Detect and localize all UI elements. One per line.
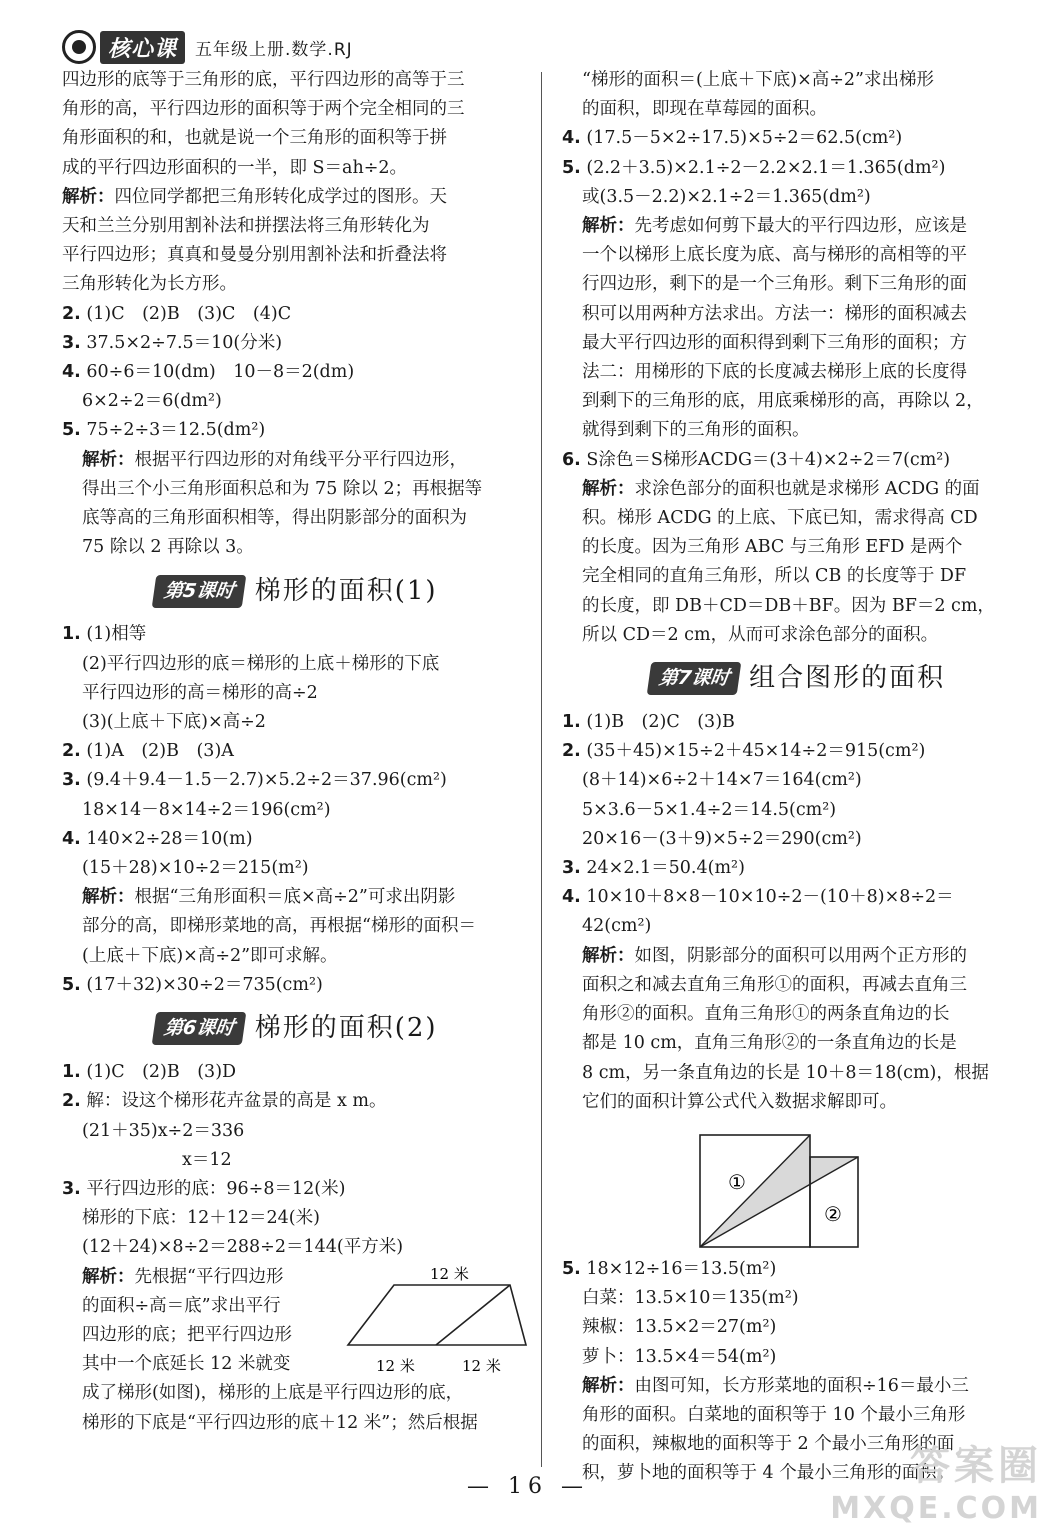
question-number: 4. — [562, 128, 581, 149]
answer-line: (12＋24)×8÷2＝288÷2＝144(平方米) — [82, 1237, 404, 1258]
brand-title: 核心课 — [100, 31, 185, 64]
lesson-badge: 第5课时 — [152, 575, 247, 608]
question-number: 6. — [562, 449, 581, 470]
analysis-line: 积。梯形 ACDG 的上底、下底已知，需求得高 CD — [582, 508, 978, 529]
answer-text: 解：设这个梯形花卉盆景的高是 x m。 — [86, 1091, 387, 1112]
shaded-region — [700, 1135, 858, 1247]
analysis-line: 积可以用两种方法求出。方法一：梯形的面积减去 — [582, 303, 967, 324]
intro-line: 四边形的底等于三角形的底，平行四边形的高等于三 — [62, 70, 465, 90]
answer-text: 37.5×2÷7.5＝10(分米) — [86, 332, 283, 353]
answer-text: (17＋32)×30÷2＝735(cm²) — [86, 974, 323, 995]
answer-q3 — [62, 766, 530, 795]
analysis-text: 先考虑如何剪下最大的平行四边形，应该是 — [634, 216, 967, 237]
question-number: 2. — [62, 741, 81, 762]
question-number: 5. — [562, 157, 581, 178]
section-heading-lesson6 — [62, 1000, 530, 1058]
answer-q4 — [62, 825, 530, 854]
answer-line: 18×14－8×14÷2＝196(cm²) — [82, 799, 331, 820]
question-number: 3. — [62, 1178, 81, 1199]
question-number: 3. — [562, 858, 581, 879]
analysis-line: 得出三个小三角形面积总和为 75 除以 2；再根据等 — [82, 478, 483, 499]
analysis-line: 的面积，辣椒地的面积等于 2 个最小三角形的面 — [582, 1434, 955, 1455]
answer-line: 20×16－(3＋9)×5÷2＝290(cm²) — [582, 828, 862, 849]
analysis-line: 的面积，即现在草莓园的面积。 — [582, 99, 827, 120]
trapezoid-divider-line — [436, 1285, 510, 1345]
analysis-line: 最大平行四边形的面积得到剩下三角形的面积；方 — [582, 332, 967, 353]
analysis-line: 的面积÷高＝底”求出平行 — [82, 1295, 281, 1316]
analysis-line: 完全相同的直角三角形，所以 CB 的长度等于 DF — [582, 566, 967, 587]
answer-line: 萝卜：13.5×4＝54(m²) — [582, 1346, 777, 1367]
intro-line: 成的平行四边形面积的一半，即 S＝ah÷2。 — [62, 157, 408, 178]
figure-label-top: 12 米 — [430, 1264, 469, 1283]
book-subtitle: 五年级上册.数学.RJ — [195, 39, 353, 60]
analysis-line: 法二：用梯形的下底的长度减去梯形上底的长度得 — [582, 362, 967, 383]
answer-text: 60÷6＝10(dm) 10－8＝2(dm) — [86, 362, 355, 383]
section-title: 组合图形的面积 — [749, 663, 946, 694]
analysis-paragraph — [562, 475, 1032, 504]
lesson-badge: 第6课时 — [152, 1012, 247, 1045]
analysis-line: 天和兰兰分别用割补法和拼摆法将三角形转化为 — [62, 216, 430, 237]
answer-q4 — [562, 124, 1032, 153]
page-number: — 16 — — [467, 1474, 589, 1499]
answer-q3 — [62, 329, 530, 358]
triangle-1-label: ① — [728, 1169, 746, 1194]
intro-line: 角形的高，平行四边形的面积等于两个完全相同的三 — [62, 99, 465, 120]
section-heading-lesson7 — [562, 650, 1032, 708]
analysis-paragraph — [62, 883, 530, 912]
analysis-label: 解析： — [82, 1266, 135, 1287]
logo-icon — [62, 30, 96, 64]
analysis-line: 的长度，即 DB＋CD＝DB＋BF。因为 BF＝2 cm， — [582, 595, 995, 616]
answer-q1 — [562, 708, 1032, 737]
question-number: 1. — [562, 712, 581, 733]
column-divider — [541, 72, 542, 1467]
analysis-line: 其中一个底延长 12 米就变 — [82, 1354, 291, 1375]
analysis-paragraph — [62, 183, 530, 212]
analysis-line: 都是 10 cm，直角三角形②的一条直角边的长是 — [582, 1033, 957, 1054]
analysis-label: 解析： — [82, 887, 135, 908]
answer-q2 — [62, 1087, 530, 1116]
analysis-paragraph — [562, 942, 1032, 971]
analysis-label: 解析： — [82, 449, 135, 470]
question-number: 1. — [62, 1062, 81, 1083]
analysis-line: 行四边形，剩下的是一个三角形。剩下三角形的面 — [582, 274, 967, 295]
answer-q2 — [62, 737, 530, 766]
question-number: 5. — [62, 420, 81, 441]
answer-text: 75÷2÷3＝12.5(dm²) — [86, 420, 266, 441]
answer-q2 — [62, 300, 530, 329]
watermark-line: 答案圈 — [910, 1443, 1042, 1489]
figure-label-bottom-right: 12 米 — [462, 1356, 501, 1375]
analysis-text: 根据平行四边形的对角线平分平行四边形， — [134, 449, 467, 470]
squares-figure-wrap — [562, 1117, 1032, 1255]
watermark-line: MXQE.COM — [830, 1491, 1042, 1526]
analysis-line: 底等高的三角形面积相等，得出阴影部分的面积为 — [82, 508, 467, 529]
analysis-label: 解析： — [582, 1375, 635, 1396]
analysis-line: 的长度。因为三角形 ABC 与三角形 EFD 是两个 — [582, 537, 963, 558]
question-number: 4. — [562, 887, 581, 908]
analysis-text: 求涂色部分的面积也就是求梯形 ACDG 的面 — [634, 478, 980, 499]
analysis-line: 角形②的面积。直角三角形①的两条直角边的长 — [582, 1004, 950, 1025]
answer-text: (1)A (2)B (3)A — [86, 741, 234, 762]
answer-line: (8＋14)×6÷2＋14×7＝164(cm²) — [582, 770, 862, 791]
analysis-line: 三角形转化为长方形。 — [62, 274, 237, 295]
analysis-line: 面积之和减去直角三角形①的面积，再减去直角三 — [582, 974, 967, 995]
question-number: 3. — [62, 332, 81, 353]
section-title: 梯形的面积(1) — [254, 575, 438, 606]
analysis-text: 根据“三角形面积＝底×高÷2”可求出阴影 — [134, 887, 456, 908]
answer-text: (1)相等 — [86, 624, 147, 645]
answer-line: 平行四边形的高＝梯形的高÷2 — [82, 682, 318, 703]
analysis-line: 它们的面积计算公式代入数据求解即可。 — [582, 1091, 897, 1112]
page-header — [62, 30, 353, 64]
analysis-line: 所以 CD＝2 cm，从而可求涂色部分的面积。 — [582, 624, 939, 645]
question-number: 5. — [62, 974, 81, 995]
analysis-label: 解析： — [582, 478, 635, 499]
triangle-2-label: ② — [824, 1201, 842, 1226]
answer-line: (15＋28)×10÷2＝215(m²) — [82, 858, 309, 879]
analysis-paragraph — [62, 446, 530, 475]
analysis-text: 四位同学都把三角形转化成学过的图形。天 — [114, 186, 447, 207]
analysis-label: 解析： — [62, 186, 115, 207]
answer-q4 — [562, 883, 1032, 912]
answer-text: (1)B (2)C (3)B — [586, 712, 735, 733]
analysis-line: 四边形的底；把平行四边形 — [82, 1324, 292, 1345]
analysis-text: 由图可知，长方形菜地的面积÷16＝最小三 — [634, 1375, 969, 1396]
answer-line: 或(3.5－2.2)×2.1÷2＝1.365(dm²) — [582, 186, 871, 207]
analysis-line: 一个以梯形上底长度为底、高与梯形的高相等的平 — [582, 245, 967, 266]
answer-line: 梯形的下底：12＋12＝24(米) — [82, 1208, 320, 1229]
analysis-line: 角形的面积。白菜地的面积等于 10 个最小三角形 — [582, 1404, 966, 1425]
answer-text: (2.2＋3.5)×2.1÷2－2.2×2.1＝1.365(dm²) — [586, 157, 946, 178]
analysis-paragraph — [562, 212, 1032, 241]
answer-line: 42(cm²) — [582, 916, 652, 937]
answer-q5 — [562, 154, 1032, 183]
analysis-with-figure — [62, 1263, 530, 1380]
answer-q3 — [62, 1175, 530, 1204]
question-number: 2. — [62, 303, 81, 324]
analysis-line: 平行四边形；真真和曼曼分别用割补法和折叠法将 — [62, 245, 447, 266]
analysis-line: (上底＋下底)×高÷2”即可求解。 — [82, 945, 338, 966]
answer-line: 辣椒：13.5×2＝27(m²) — [582, 1317, 777, 1338]
answer-q2 — [562, 737, 1032, 766]
section-title: 梯形的面积(2) — [254, 1013, 438, 1044]
answer-text: 平行四边形的底：96÷8＝12(米) — [86, 1178, 346, 1199]
question-number: 5. — [562, 1258, 581, 1279]
answer-q5 — [62, 971, 530, 1000]
analysis-line: 8 cm，另一条直角边的长是 10＋8＝18(cm)，根据 — [582, 1062, 989, 1083]
answer-text: S涂色＝S梯形ACDG＝(3＋4)×2÷2＝7(cm²) — [586, 449, 951, 470]
section-heading-lesson5 — [62, 562, 530, 620]
analysis-label: 解析： — [582, 945, 635, 966]
watermark — [830, 1434, 1042, 1526]
answer-q5 — [62, 416, 530, 445]
analysis-line: 75 除以 2 再除以 3。 — [82, 537, 254, 558]
analysis-line: 成了梯形(如图)，梯形的上底是平行四边形的底， — [82, 1383, 464, 1404]
analysis-text: 先根据“平行四边形 — [134, 1266, 284, 1287]
answer-text: (35＋45)×15÷2＋45×14÷2＝915(cm²) — [586, 741, 926, 762]
question-number: 3. — [62, 770, 81, 791]
right-column — [562, 66, 1032, 1489]
answer-text: 24×2.1＝50.4(m²) — [586, 858, 745, 879]
two-squares-figure — [692, 1127, 876, 1253]
answer-text: 10×10＋8×8－10×10÷2－(10＋8)×8÷2＝ — [586, 887, 954, 908]
analysis-line: “梯形的面积＝(上底＋下底)×高÷2”求出梯形 — [582, 70, 935, 90]
answer-text: (17.5－5×2÷17.5)×5÷2＝62.5(cm²) — [586, 128, 903, 149]
answer-q5 — [562, 1255, 1032, 1284]
question-number: 2. — [562, 741, 581, 762]
answer-text: (1)C (2)B (3)D — [86, 1062, 237, 1083]
question-number: 4. — [62, 828, 81, 849]
left-column — [62, 66, 530, 1438]
answer-q4 — [62, 358, 530, 387]
analysis-line: 梯形的下底是“平行四边形的底＋12 米”；然后根据 — [82, 1412, 478, 1433]
question-number: 2. — [62, 1091, 81, 1112]
answer-line: 白菜：13.5×10＝135(m²) — [582, 1288, 799, 1309]
figure-label-bottom-left: 12 米 — [376, 1356, 415, 1375]
answer-text: (9.4＋9.4－1.5－2.7)×5.2÷2＝37.96(cm²) — [86, 770, 447, 791]
intro-line: 角形面积的和，也就是说一个三角形的面积等于拼 — [62, 128, 447, 149]
analysis-text: 如图，阴影部分的面积可以用两个正方形的 — [634, 945, 967, 966]
answer-q6 — [562, 446, 1032, 475]
answer-text: 140×2÷28＝10(m) — [86, 828, 253, 849]
analysis-line: 到剩下的三角形的底，用底乘梯形的高，再除以 2， — [582, 391, 984, 412]
analysis-paragraph — [562, 1372, 1032, 1401]
analysis-line: 就得到剩下的三角形的面积。 — [582, 420, 810, 441]
answer-q3 — [562, 854, 1032, 883]
answer-line: 6×2÷2＝6(dm²) — [82, 391, 222, 412]
question-number: 4. — [62, 362, 81, 383]
answer-q1 — [62, 1058, 530, 1087]
lesson-badge: 第7课时 — [647, 662, 742, 695]
trapezoid-figure — [344, 1259, 530, 1379]
analysis-line: 积，萝卜地的面积等于 4 个最小三角形的面积。 — [582, 1463, 955, 1484]
question-number: 1. — [62, 624, 81, 645]
answer-line: 5×3.6－5×1.4÷2＝14.5(cm²) — [582, 799, 837, 820]
answer-text: 18×12÷16＝13.5(m²) — [586, 1258, 777, 1279]
answer-line: (3)(上底＋下底)×高÷2 — [82, 712, 266, 733]
answer-text: (1)C (2)B (3)C (4)C — [86, 303, 292, 324]
equation-line: (21＋35)x÷2＝336 — [82, 1120, 245, 1141]
answer-q1 — [62, 620, 530, 649]
equation-line: x＝12 — [182, 1149, 232, 1170]
answer-line: (2)平行四边形的底＝梯形的上底＋梯形的下底 — [82, 653, 440, 674]
analysis-line: 部分的高，即梯形菜地的高，再根据“梯形的面积＝ — [82, 916, 476, 937]
analysis-label: 解析： — [582, 216, 635, 237]
